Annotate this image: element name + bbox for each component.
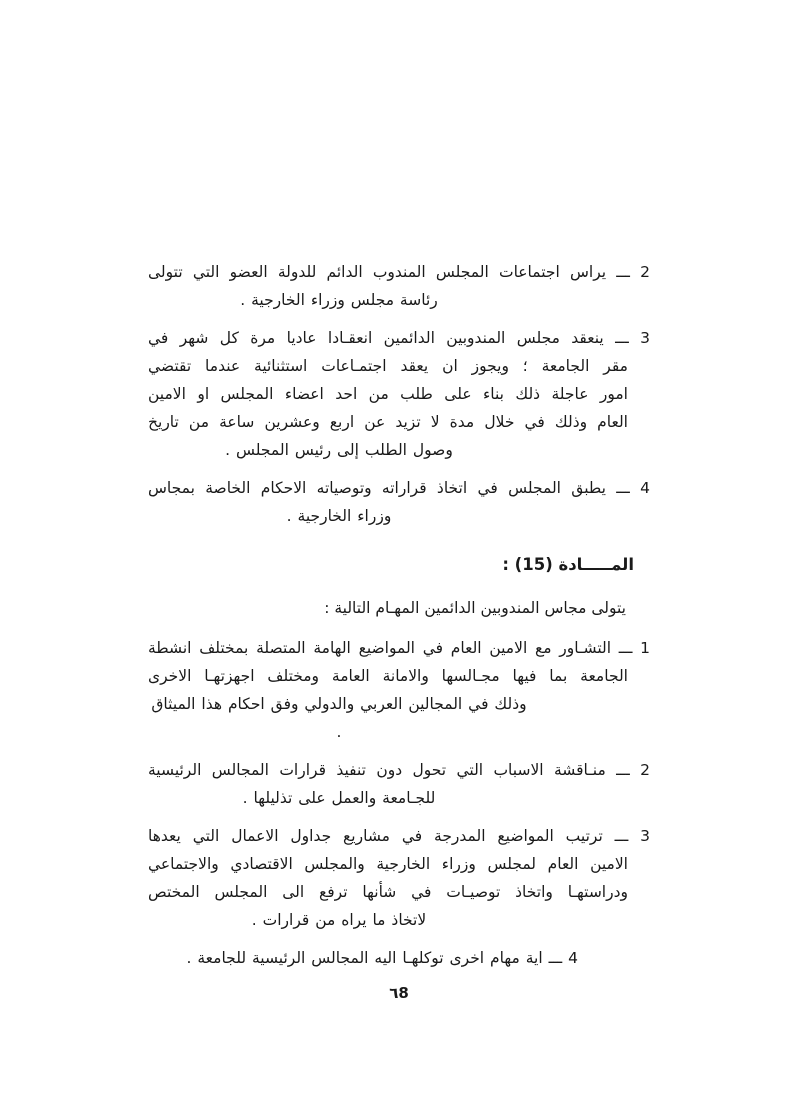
list-item-3: [148, 324, 650, 464]
text-line: ودراستهـا واتخاذ توصيـات في شأنها ترفع الى المجلس المختص: [148, 883, 628, 901]
text-line: 3 ـــ ترتيب المواضيع المدرجة في مشاريع جداول الاعمال التي يعدها: [148, 827, 650, 845]
text-line: مقر الجامعة ؛ ويجوز ان يعقد اجتمـاعات استثنائية عندما تقتضي: [148, 357, 628, 375]
page-number: ٦8: [389, 984, 409, 1002]
text-line: 2 ـــ يراس اجتماعات المجلس المندوب الدائم للدولة العضو التي تتولى: [148, 263, 650, 281]
text-line: لاتخاذ ما يراه من قرارات .: [251, 911, 427, 929]
text-line: 3 ـــ ينعقد مجلس المندوبين الدائمين انعقـادا عاديا مرة كل شهر في: [148, 329, 650, 347]
article-15-heading: المـــــادة (15) :: [502, 555, 634, 574]
article-14-continuation-list: [148, 258, 650, 530]
text-line: 1 ـــ التشـاور مع الامين العام في المواضيع الهامة المتصلة بمختلف انشطة: [148, 639, 650, 657]
text-line: 4 ـــ يطبق المجلس في اتخاذ قراراته وتوصياته الاحكام الخاصة بمجاس: [148, 479, 650, 497]
list-item-3: [148, 822, 650, 934]
article-15-list: [148, 634, 650, 972]
list-item-4: [148, 474, 650, 530]
text-line: 4 ـــ اية مهام اخرى توكلهـا اليه المجالس الرئيسية للجامعة .: [186, 949, 578, 967]
text-line: 2 ـــ منـاقشة الاسباب التي تحول دون تنفيذ قرارات المجالس الرئيسية: [148, 761, 650, 779]
text-column: [148, 246, 650, 1002]
text-line: وذلك في المجالين العربي والدولي وفق احكام هذا الميثاق .: [151, 695, 527, 741]
article-15-intro: يتولى مجاس المندوبين الدائمين المهـام التالية :: [324, 599, 626, 617]
text-line: وزراء الخارجية .: [286, 507, 392, 525]
list-item-2: [148, 258, 650, 314]
text-line: وصول الطلب إلى رئيس المجلس .: [225, 441, 453, 459]
list-item-1: [148, 634, 650, 746]
text-line: الامين العام لمجلس وزراء الخارجية والمجلس الاقتصادي والاجتماعي: [148, 855, 628, 873]
text-line: امور عاجلة ذلك بناء على طلب من احد اعضاء المجلس او الامين: [148, 385, 628, 403]
text-line: رئاسة مجلس وزراء الخارجية .: [240, 291, 438, 309]
text-line: للجـامعة والعمل على تذليلها .: [242, 789, 436, 807]
list-item-2: [148, 756, 650, 812]
list-item-4: [148, 944, 650, 972]
text-line: العام وذلك في خلال مدة لا تزيد عن اربع وعشرين ساعة من تاريخ: [148, 413, 628, 431]
text-line: الجامعة بما فيها مجـالسها والامانة العامة ومختلف اجهزتهـا الاخرى: [148, 667, 628, 685]
